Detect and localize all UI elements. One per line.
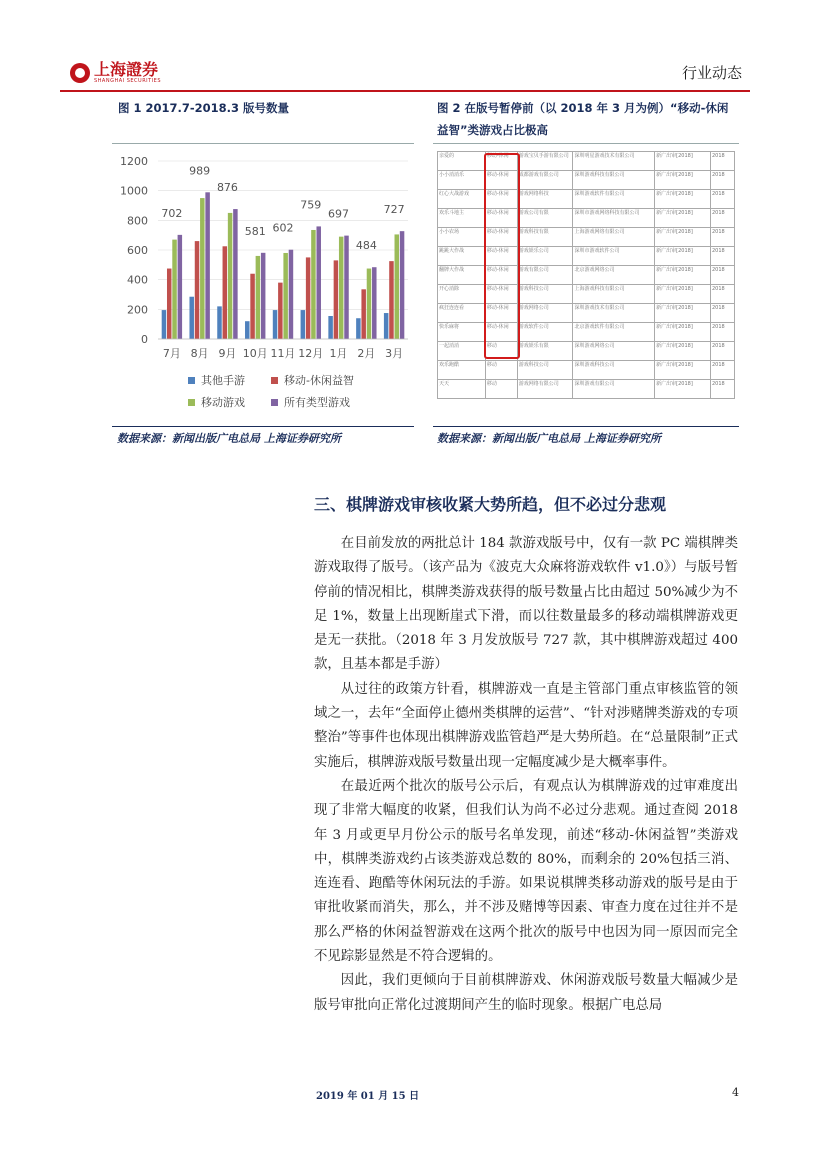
paragraph: 在目前发放的两批总计 184 款游戏版号中，仅有一款 PC 端棋牌类游戏取得了版号。（该产品为《波克大众麻将游戏软件 v1.0》）与版号暂停前的情况相比，棋牌类游戏获得的版号数量占比由超过 50%减少为不足 1%，数量上出现断崖式下滑，而以往数量最多的移动端棋牌游戏更是无一获批。（2018 年 3 月发放版号 727 款，其中棋牌游戏超过 400 款，且基本都是手游） [314, 536, 738, 673]
y-tick-label: 1200 [120, 155, 148, 168]
table-cell: 小小消消乐 [438, 171, 486, 190]
table-cell: 成都游戏有限公司 [517, 171, 573, 190]
x-tick-label: 3月 [385, 347, 404, 360]
table-cell: 2018 [710, 323, 734, 342]
table-row [438, 323, 735, 342]
table-cell: 游戏公司有限 [517, 209, 573, 228]
table-cell: 游戏宝贝手游有限公司 [517, 152, 573, 171]
table-cell: 上海游戏科技有限公司 [573, 285, 655, 304]
bar [384, 313, 389, 339]
table-cell: 新广出审[2018] [655, 304, 711, 323]
y-tick-label: 200 [127, 303, 148, 317]
header-divider [60, 90, 750, 92]
section-tag: 行业动态 [681, 64, 742, 82]
x-tick-label: 9月 [218, 347, 237, 360]
table-cell: 红心大战游戏 [438, 190, 486, 209]
table-cell: 新广出审[2018] [655, 209, 711, 228]
table-cell: 疯狂连连看 [438, 304, 486, 323]
bar [344, 236, 349, 339]
bar [372, 267, 377, 339]
table-row [438, 285, 735, 304]
x-tick-label: 10月 [242, 347, 268, 360]
x-tick-label: 2月 [357, 347, 376, 360]
bar [256, 256, 261, 339]
table-cell: 2018 [710, 171, 734, 190]
y-tick-label: 1000 [120, 184, 148, 198]
figure2-top-rule [433, 143, 739, 144]
table-cell: 北京游戏网络公司 [573, 266, 655, 285]
bar [334, 260, 339, 339]
table-row [438, 304, 735, 323]
table-cell: 游戏娱乐有限 [517, 342, 573, 361]
table-cell: 新广出审[2018] [655, 266, 711, 285]
table-cell: 移动-休闲 [485, 209, 517, 228]
footer-date: 2019 年 01 月 15 日 [316, 1091, 420, 1102]
table-cell: 移动-休闲 [485, 171, 517, 190]
table-cell: 深圳游戏技术有限公司 [573, 304, 655, 323]
bar [301, 310, 306, 339]
bar [167, 269, 172, 339]
legend-swatch-icon [188, 377, 195, 384]
table-row [438, 228, 735, 247]
bar [328, 316, 333, 339]
data-label: 727 [383, 203, 405, 217]
y-axis [120, 155, 148, 346]
data-label: 484 [355, 239, 377, 253]
table-cell: 欢乐跑酷 [438, 361, 486, 380]
bar [283, 253, 288, 339]
legend-item-other-mobile: 其他手游 [188, 372, 245, 388]
bar [228, 213, 233, 339]
table-cell: 移动-休闲 [485, 323, 517, 342]
table-cell: 移动-休闲 [485, 285, 517, 304]
bar-chart [112, 144, 414, 422]
y-tick-label: 400 [127, 273, 148, 287]
page-number: 4 [732, 1086, 739, 1099]
table-cell: 2018 [710, 285, 734, 304]
figure2-source: 数据来源：新闻出版广电总局 上海证券研究所 [437, 432, 661, 445]
section-heading: 三、棋牌游戏审核收紧大势所趋，但不必过分悲观 [314, 495, 667, 514]
x-tick-label: 12月 [298, 347, 324, 360]
bar [367, 269, 372, 339]
bar [400, 231, 405, 339]
table-cell: 游戏网络有限公司 [517, 380, 573, 399]
bar [339, 237, 344, 339]
table-row [438, 209, 735, 228]
y-tick-label: 800 [127, 214, 148, 228]
license-table [437, 151, 735, 399]
table-cell: 游戏网络公司 [517, 304, 573, 323]
legend-item-mobile: 移动游戏 [188, 394, 245, 410]
table-cell: 游戏科技公司 [517, 285, 573, 304]
table-cell: 移动 [485, 342, 517, 361]
table-cell: 新广出审[2018] [655, 152, 711, 171]
bar [261, 253, 266, 339]
table-cell: 2018 [710, 209, 734, 228]
bar [205, 192, 210, 339]
data-label: 989 [189, 164, 211, 178]
bars [162, 192, 405, 339]
table-row [438, 247, 735, 266]
table-cell: 新广出审[2018] [655, 190, 711, 209]
table-cell: 天天 [438, 380, 486, 399]
table-cell: 新广出审[2018] [655, 380, 711, 399]
table-cell: 2018 [710, 228, 734, 247]
table-cell: 快乐麻将 [438, 323, 486, 342]
bar [178, 235, 183, 339]
table-cell: 2018 [710, 266, 734, 285]
table-cell: 移动-休闲 [485, 228, 517, 247]
table-cell: 移动 [485, 380, 517, 399]
data-label: 581 [244, 224, 266, 238]
x-tick-label: 1月 [329, 347, 348, 360]
table-cell: 深圳游戏有限公司 [573, 380, 655, 399]
table-cell: 深圳游戏科技有限公司 [573, 171, 655, 190]
table-cell: 2018 [710, 361, 734, 380]
logo-emblem-icon [70, 63, 90, 83]
bar [306, 257, 311, 339]
bar [361, 289, 366, 339]
data-label: 702 [161, 206, 183, 220]
figure1-source-rule [112, 426, 414, 427]
table-row [438, 190, 735, 209]
figure1-title: 图 1 2017.7-2018.3 版号数量 [118, 101, 290, 115]
bar [395, 234, 400, 339]
bar [356, 318, 361, 339]
highlight-box [484, 153, 520, 359]
bar [200, 198, 205, 339]
table-cell: 深圳游戏科技公司 [573, 361, 655, 380]
legend-swatch-icon [271, 377, 278, 384]
table-cell: 2018 [710, 190, 734, 209]
bar [172, 240, 177, 339]
legend-item-all: 所有类型游戏 [271, 394, 350, 410]
table-row [438, 152, 735, 171]
table-cell: 游戏软件公司 [517, 323, 573, 342]
table-row [438, 342, 735, 361]
table-cell: 北京游戏软件有限公司 [573, 323, 655, 342]
data-label: 759 [300, 198, 322, 212]
table-cell: 游戏娱乐公司 [517, 247, 573, 266]
data-label: 697 [328, 207, 350, 221]
logo-subtitle: SHANGHAI SECURITIES [94, 78, 162, 84]
table-row [438, 171, 735, 190]
table-cell: 新广出审[2018] [655, 171, 711, 190]
x-axis [158, 339, 408, 360]
table-cell: 新广出审[2018] [655, 361, 711, 380]
table-cell: 深圳明星游戏技术有限公司 [573, 152, 655, 171]
x-tick-label: 8月 [190, 347, 209, 360]
table-cell: 移动 [485, 361, 517, 380]
table-cell: 2018 [710, 152, 734, 171]
data-label: 602 [272, 221, 294, 235]
bar [223, 246, 228, 339]
x-tick-label: 7月 [162, 347, 181, 360]
legend-swatch-icon [188, 399, 195, 406]
table-cell: 游戏科技有限 [517, 228, 573, 247]
paragraph: 在最近两个批次的版号公示后，有观点认为棋牌游戏的过审难度出现了非常大幅度的收紧，但我们认为尚不必过分悲观。通过查阅 2018 年 3 月或更早月份公示的版号名单发现，前述“移动-休闲益智”类游戏中，棋牌类游戏约占该类游戏总数的 80%，而剩余的 20%包括三消、连连看、跑酷等休闲玩法的手游。如果说棋牌类移动游戏的版号是由于审批收紧而消失，那么，并不涉及赌博等因素、审查力度在过往并不是那么严格的休闲益智游戏在这两个批次的版号中也因为同一原因而完全不见踪影显然是不符合逻辑的。 [314, 778, 738, 965]
table-cell: 2018 [710, 342, 734, 361]
bar [289, 250, 294, 339]
y-tick-label: 600 [127, 244, 148, 257]
table-cell: 游戏网络科技 [517, 190, 573, 209]
data-label: 876 [216, 181, 238, 195]
table-cell: 移动-休闲 [485, 152, 517, 171]
table-cell: 移动-休闲 [485, 190, 517, 209]
legend-swatch-icon [271, 399, 278, 406]
table-cell: 开心消除 [438, 285, 486, 304]
logo-text: 上海證券 [94, 60, 159, 79]
table-cell: 移动-休闲 [485, 304, 517, 323]
bar [189, 297, 194, 339]
figure2-title: 图 2 在版号暂停前（以 2018 年 3 月为例）“移动-休闲 益智”类游戏占比极高 [437, 101, 729, 137]
table-cell: 游戏科技公司 [517, 361, 573, 380]
bar [233, 209, 238, 339]
table-cell: 深圳市游戏网络科技有限公司 [573, 209, 655, 228]
bar [162, 310, 167, 339]
table-cell: 游戏有限公司 [517, 266, 573, 285]
table-cell: 深圳游戏软件有限公司 [573, 190, 655, 209]
paragraph: 因此，我们更倾向于目前棋牌游戏、休闲游戏版号数量大幅减少是版号审批向正常化过渡期间产生的临时现象。根据广电总局 [314, 973, 738, 1013]
table-cell: 翻牌大作战 [438, 266, 486, 285]
table-cell: 新广出审[2018] [655, 285, 711, 304]
bar [217, 306, 222, 339]
table-cell: 上海游戏网络有限公司 [573, 228, 655, 247]
table-cell: 一起消消 [438, 342, 486, 361]
table-row [438, 380, 735, 399]
table-cell: 深圳市游戏软件公司 [573, 247, 655, 266]
bar [195, 241, 200, 339]
legend-item-casual: 移动-休闲益智 [271, 372, 354, 388]
table-cell: 新广出审[2018] [655, 323, 711, 342]
y-tick-label: 0 [141, 333, 148, 346]
table-cell: 2018 [710, 247, 734, 266]
table-row [438, 266, 735, 285]
bar [273, 310, 278, 339]
table-cell: 新广出审[2018] [655, 247, 711, 266]
table-cell: 新广出审[2018] [655, 228, 711, 247]
company-logo [70, 62, 161, 84]
table-row [438, 361, 735, 380]
table-cell: 欢乐斗地主 [438, 209, 486, 228]
license-table-image [437, 151, 735, 413]
table-cell: 2018 [710, 380, 734, 399]
table-cell: 跳跳大作战 [438, 247, 486, 266]
bar [316, 226, 321, 339]
table-cell: 移动-休闲 [485, 266, 517, 285]
table-cell: 深圳游戏网络公司 [573, 342, 655, 361]
page-header [60, 56, 750, 92]
table-cell: 亲爱的 [438, 152, 486, 171]
table-cell: 2018 [710, 304, 734, 323]
data-labels [161, 164, 404, 252]
table-cell: 移动-休闲 [485, 247, 517, 266]
bar [250, 274, 255, 339]
table-cell: 小小农场 [438, 228, 486, 247]
table-cell: 新广出审[2018] [655, 342, 711, 361]
bar [389, 261, 394, 339]
bar [278, 283, 283, 339]
figure1-source: 数据来源：新闻出版广电总局 上海证券研究所 [117, 432, 341, 445]
body-text [314, 532, 738, 1018]
bar [245, 321, 250, 339]
paragraph: 从过往的政策方针看，棋牌游戏一直是主管部门重点审核监管的领域之一，去年“全面停止德州类棋牌的运营”、“针对涉赌牌类游戏的专项整治”等事件也体现出棋牌游戏监管趋严是大势所趋。在“总量限制”正式实施后，棋牌游戏版号数量出现一定幅度减少是大概率事件。 [314, 681, 738, 770]
x-tick-label: 11月 [270, 347, 296, 360]
figure2-source-rule [433, 426, 739, 427]
bar [311, 230, 316, 339]
